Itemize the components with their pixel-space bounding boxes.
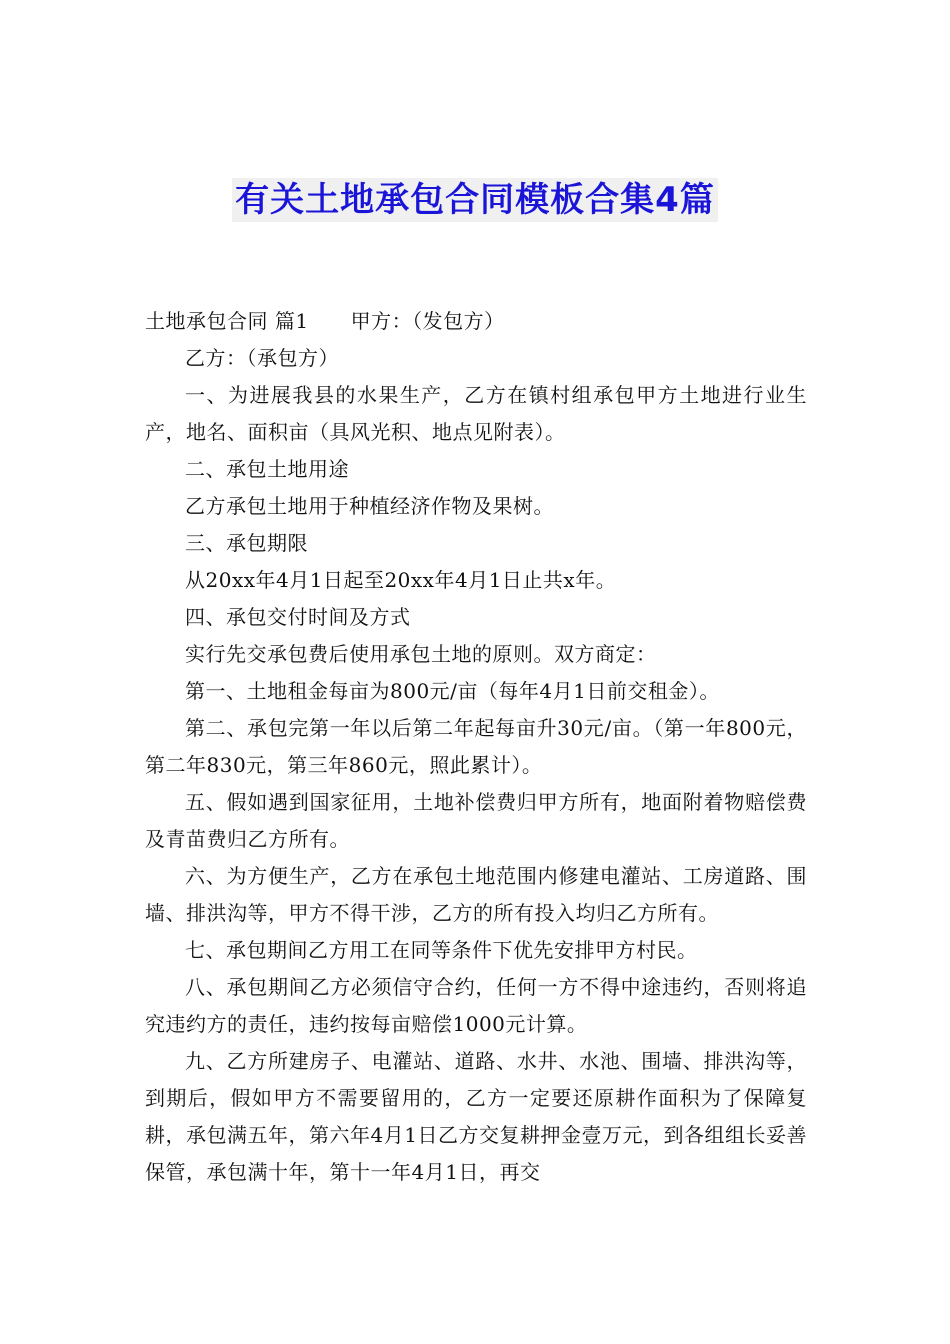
document-title: 有关土地承包合同模板合集4篇	[232, 178, 718, 222]
document-body	[145, 303, 807, 1191]
party-a-label: 甲方：（发包方）	[350, 309, 505, 333]
contract-heading-line	[145, 303, 807, 340]
paragraph-clause-2-heading: 二、承包土地用途	[185, 457, 349, 481]
paragraph-clause-4-heading: 四、承包交付时间及方式	[185, 605, 411, 629]
paragraph-clause-4-first: 第一、土地租金每亩为800元/亩（每年4月1日前交租金）。	[185, 679, 720, 703]
paragraph-clause-4-second: 第二、承包完第一年以后第二年起每亩升30元/亩。（第一年800元，第二年830元，第三年860元，照此累计）。	[145, 716, 807, 777]
paragraph-clause-3-heading: 三、承包期限	[185, 531, 308, 555]
paragraph-clause-2-body: 乙方承包土地用于种植经济作物及果树。	[185, 494, 554, 518]
paragraph-clause-1: 一、为进展我县的水果生产，乙方在镇村组承包甲方土地进行业生产，地名、面积亩（具风光积、地点见附表）。	[145, 383, 807, 444]
paragraph-clause-4-body: 实行先交承包费后使用承包土地的原则。双方商定：	[185, 642, 657, 666]
title-container	[0, 178, 950, 222]
paragraph-clause-5: 五、假如遇到国家征用，土地补偿费归甲方所有，地面附着物赔偿费及青苗费归乙方所有。	[145, 790, 807, 851]
paragraph-clause-7: 七、承包期间乙方用工在同等条件下优先安排甲方村民。	[185, 938, 698, 962]
contract-heading: 土地承包合同 篇1	[145, 309, 309, 333]
paragraph-clause-3-body: 从20xx年4月1日起至20xx年4月1日止共x年。	[185, 568, 617, 592]
paragraph-clause-6: 六、为方便生产，乙方在承包土地范围内修建电灌站、工房道路、围墙、排洪沟等，甲方不得干涉，乙方的所有投入均归乙方所有。	[145, 864, 807, 925]
paragraph-party-b: 乙方：（承包方）	[185, 346, 339, 370]
paragraph-clause-9: 九、乙方所建房子、电灌站、道路、水井、水池、围墙、排洪沟等，到期后，假如甲方不需要留用的，乙方一定要还原耕作面积为了保障复耕，承包满五年，第六年4月1日乙方交复耕押金壹万元，到各组组长妥善保管，承包满十年，第十一年4月1日，再交	[145, 1049, 807, 1184]
paragraph-clause-8: 八、承包期间乙方必须信守合约，任何一方不得中途违约，否则将追究违约方的责任，违约按每亩赔偿1000元计算。	[145, 975, 807, 1036]
